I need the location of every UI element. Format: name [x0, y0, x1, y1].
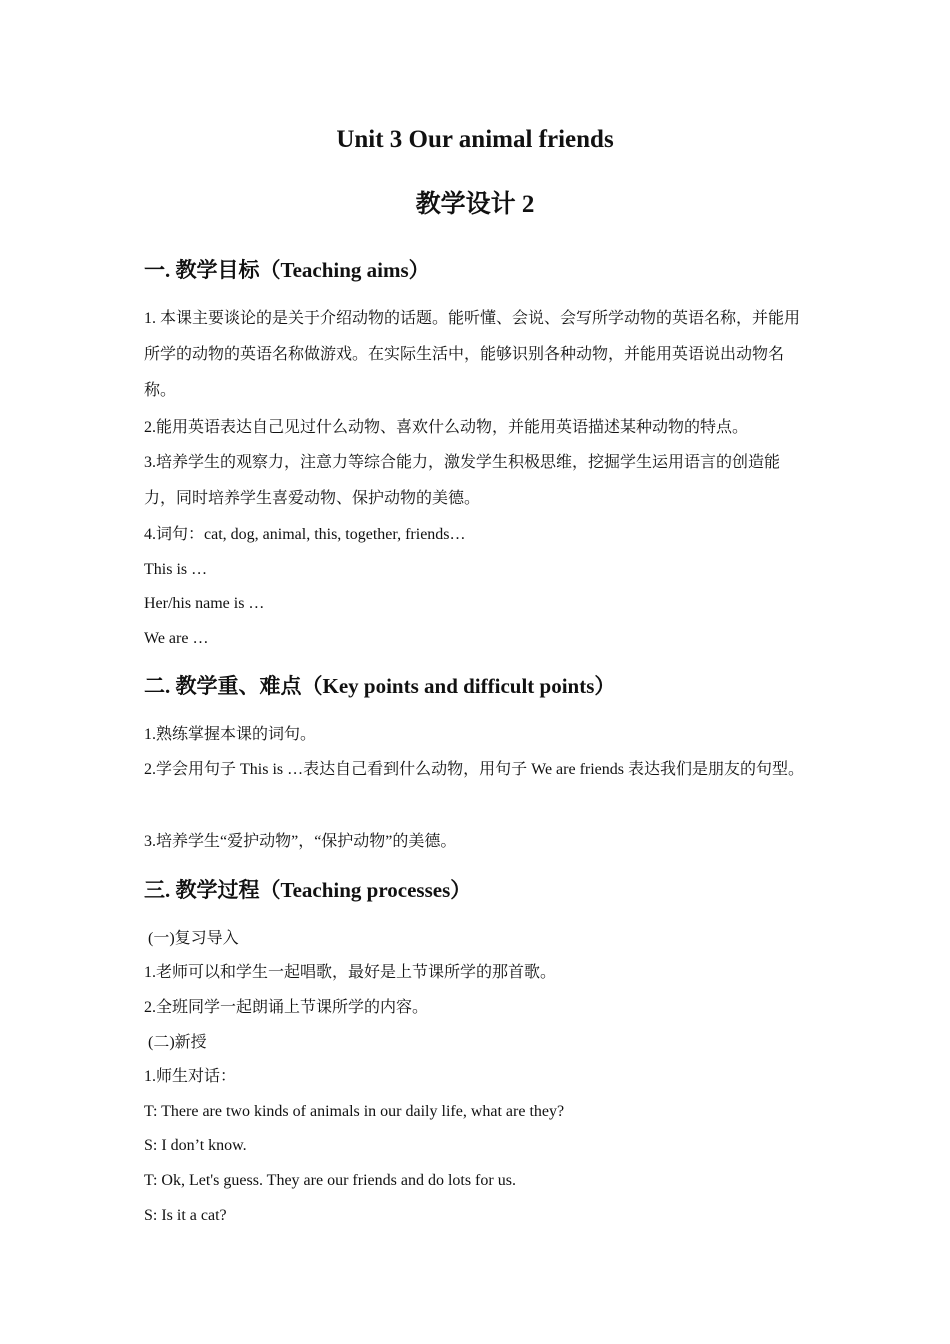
sentence-pattern-3: We are …	[144, 630, 209, 647]
section-heading-teaching-processes: 三. 教学过程（Teaching processes）	[144, 878, 472, 902]
process-step-1: 1.老师可以和学生一起唱歌，最好是上节课所学的那首歌。	[144, 964, 557, 981]
dialog-line-3: T: Ok, Let's guess. They are our friends and do lots for us.	[144, 1172, 516, 1189]
dialog-line-2: S: I don’t know.	[144, 1137, 247, 1154]
section-heading-teaching-aims: 一. 教学目标（Teaching aims）	[144, 258, 430, 282]
section-heading-key-points: 二. 教学重、难点（Key points and difficult points）	[144, 674, 616, 698]
sentence-pattern-1: This is …	[144, 561, 208, 578]
sentence-pattern-2: Her/his name is …	[144, 595, 265, 612]
process-step-dialog: 1.师生对话：	[144, 1068, 237, 1085]
dialog-line-4: S: Is it a cat?	[144, 1207, 227, 1224]
aim-item-3: 3.培养学生的观察力，注意力等综合能力，激发学生积极思维，挖掘学生运用语言的创造能力，同时培养学生喜爱动物、保护动物的美德。	[144, 454, 781, 507]
aim-item-1: 1. 本课主要谈论的是关于介绍动物的话题。能听懂、会说、会写所学动物的英语名称，并能用所学的动物的英语名称做游戏。在实际生活中，能够识别各种动物，并能用英语说出动物名称。	[144, 310, 801, 399]
aim-item-4: 4.词句：cat, dog, animal, this, together, friends…	[144, 526, 466, 543]
dialog-line-1: T: There are two kinds of animals in our daily life, what are they?	[144, 1103, 565, 1120]
document-subtitle: 教学设计 2	[415, 191, 535, 218]
subsection-review: (一)复习导入	[144, 930, 239, 947]
aim-item-2: 2.能用英语表达自己见过什么动物、喜欢什么动物，并能用英语描述某种动物的特点。	[144, 419, 749, 436]
key-point-2: 2.学会用句子 This is …表达自己看到什么动物，用句子 We are friends 表达我们是朋友的句型。	[144, 761, 805, 778]
key-point-1: 1.熟练掌握本课的词句。	[144, 726, 317, 743]
process-step-2: 2.全班同学一起朗诵上节课所学的内容。	[144, 999, 429, 1016]
subsection-new-lesson: (二)新授	[148, 1034, 207, 1051]
key-point-3: 3.培养学生“爱护动物”，“保护动物”的美德。	[144, 833, 457, 850]
document-title: Unit 3 Our animal friends	[336, 126, 614, 153]
